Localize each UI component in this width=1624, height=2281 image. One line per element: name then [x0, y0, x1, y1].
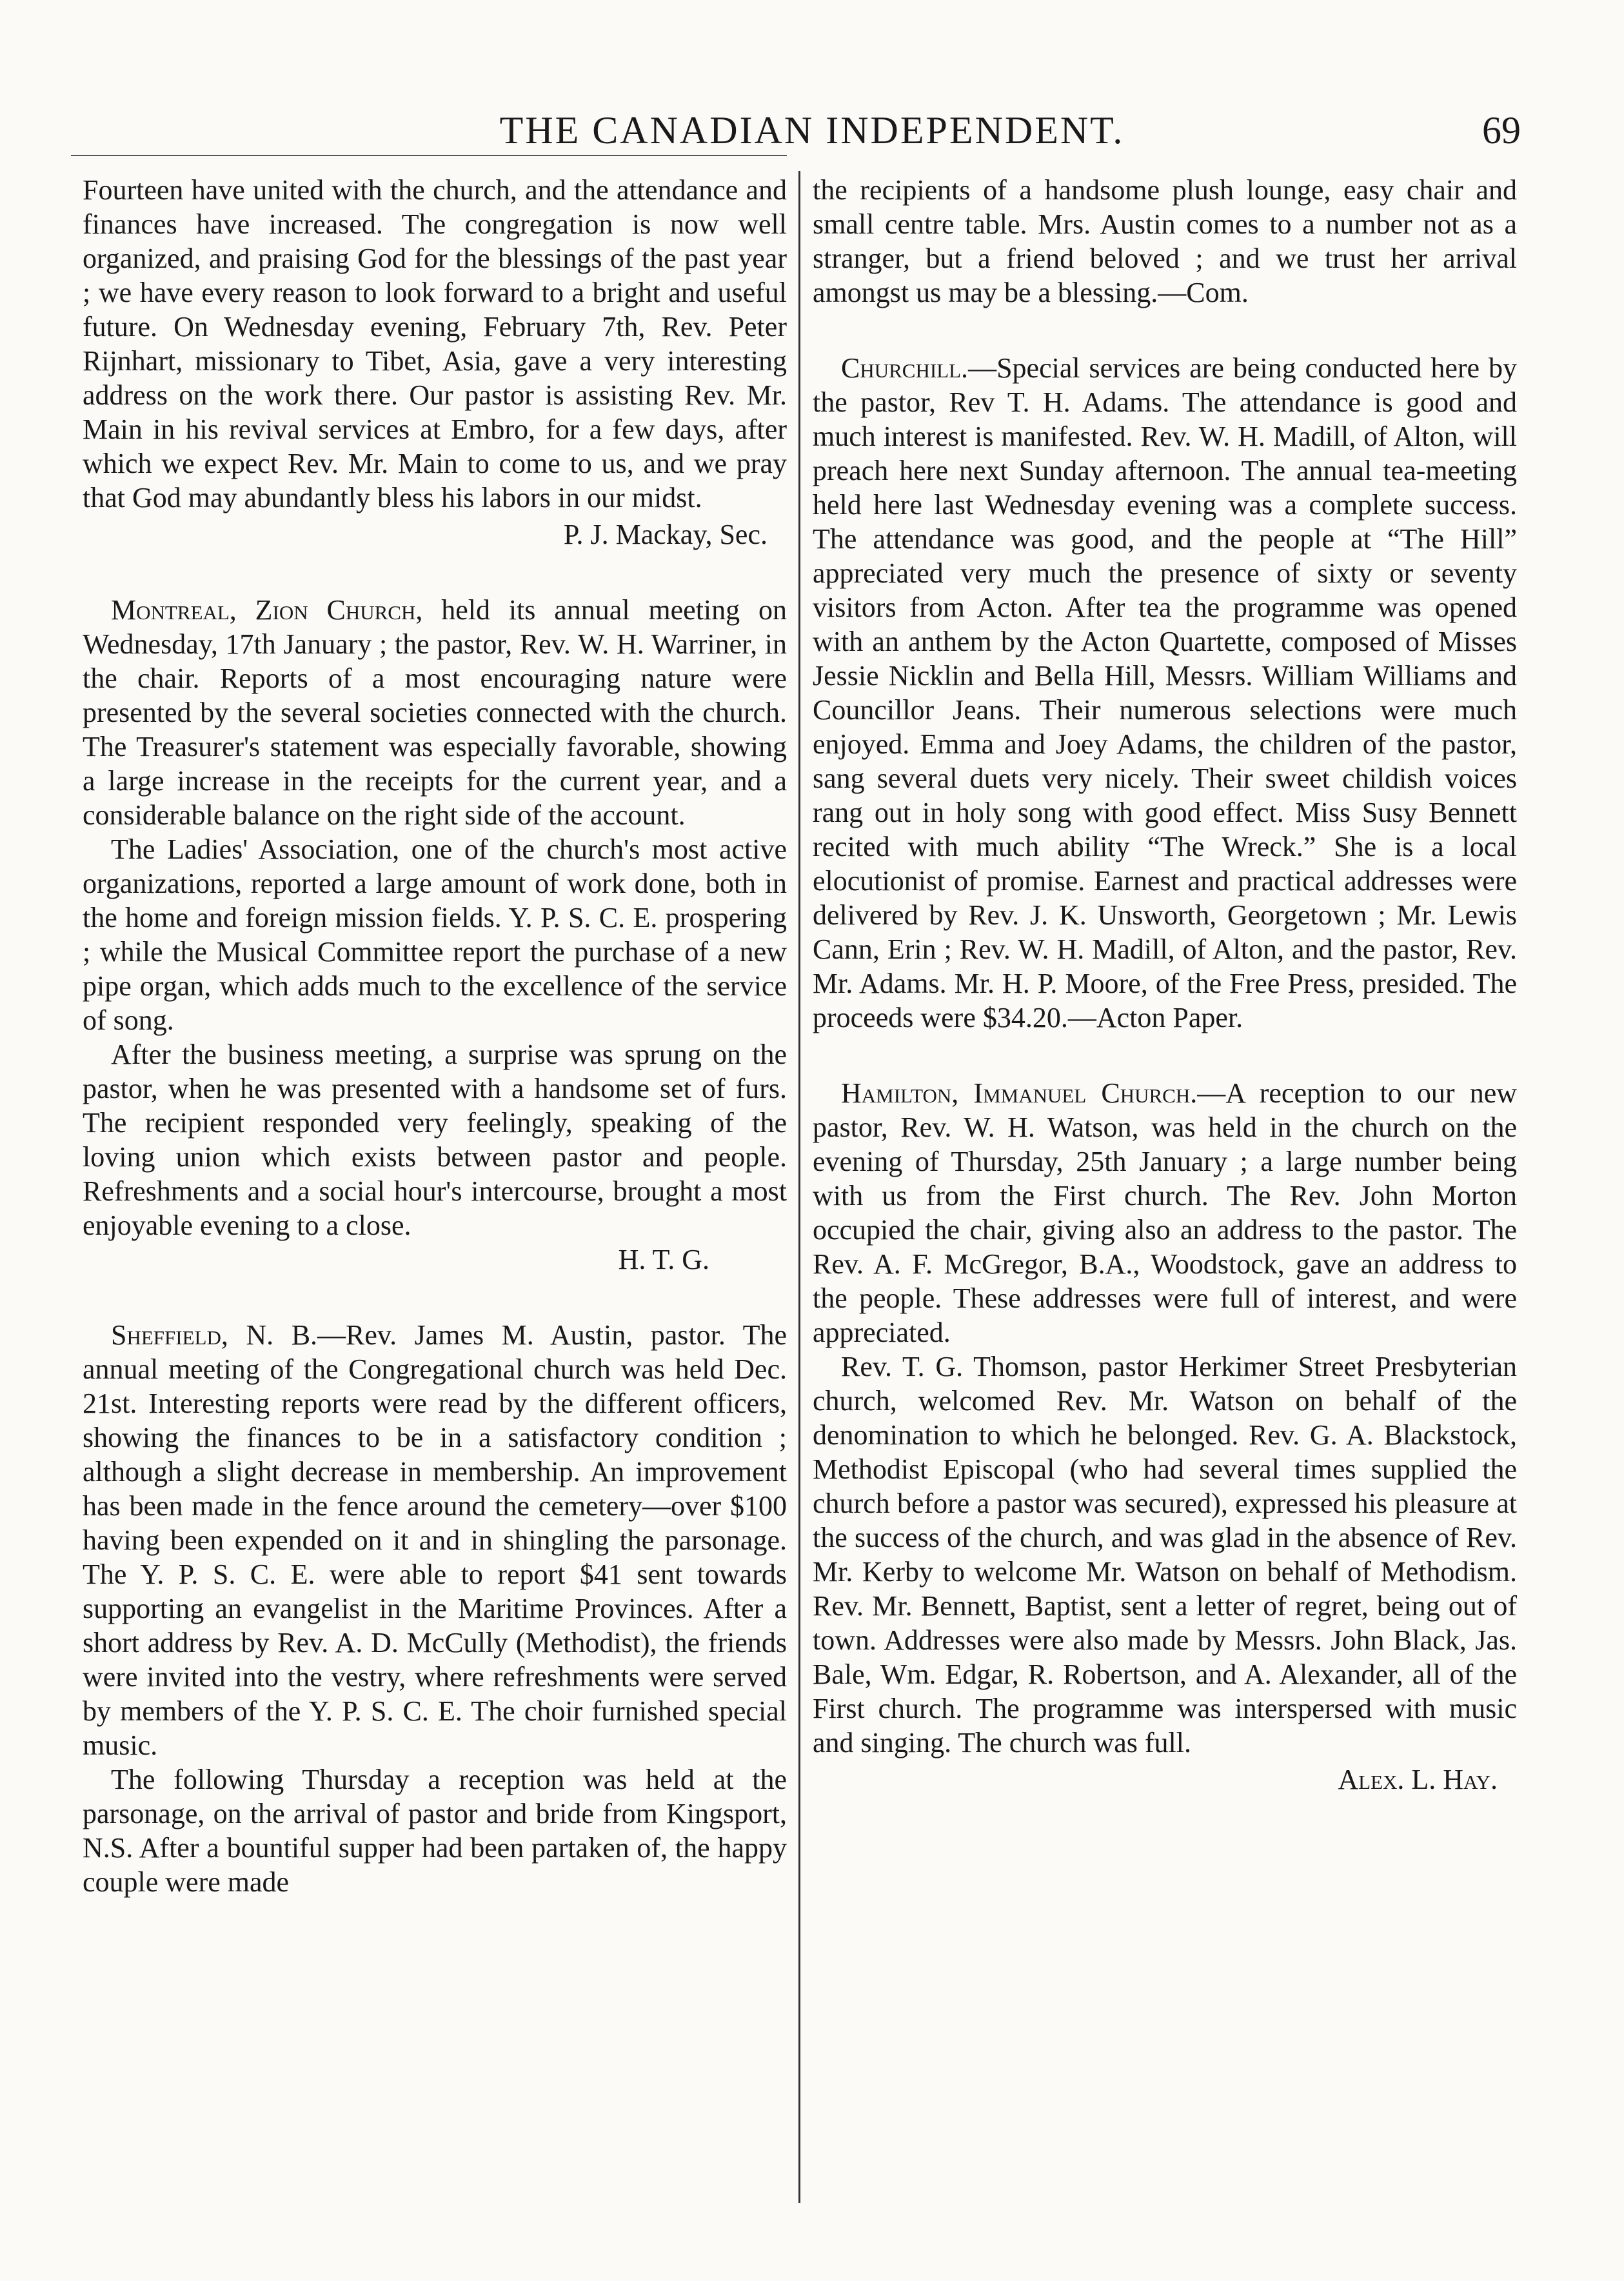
- montreal-heading: Montreal, Zion Church,: [111, 594, 423, 626]
- thomson-paragraph: Rev. T. G. Thomson, pastor Herkimer Street Presbyterian church, welcomed Rev. Mr. Watson on behalf of the denomination to which he belonged. Rev. G. A. Blackstock, Methodist Episcopal (who had several times supplied the church before a pastor was secured), expressed his pleasure at the success of the church, and was glad in the absence of Rev. Mr. Kerby to welcome Mr. Watson on behalf of Methodism. Rev. Mr. Bennett, Baptist, sent a letter of regret, being out of town. Addresses were also made by Messrs. John Black, Jas. Bale, Wm. Edgar, R. Robertson, and A. Alexander, all of the First church. The programme was interspersed with music and singing. The church was full.: [813, 1351, 1517, 1758]
- page-number: 69: [1482, 109, 1521, 152]
- running-title: THE CANADIAN INDEPENDENT.: [499, 109, 1125, 152]
- montreal-surprise-text: After the business meeting, a surprise was sprung on the pastor, when he was presented with a handsome set of furs. The recipient responded very feelingly, speaking of the loving union which exists between pastor and people. Refreshments and a social hour's intercourse, brought a most enjoyable evening to a close.: [83, 1039, 787, 1241]
- signature-htg: H. T. G.: [618, 1244, 709, 1275]
- sheffield-text: —Rev. James M. Austin, pastor. The annual meeting of the Congregational church was held Dec. 21st. Interesting reports were read by the different officers, showing the finances to be in a satisfactory condition ; although a slight decrease in membership. An improvement has been made in the fence around the cemetery—over $100 having been expended on it and in shingling the parsonage. The Y. P. S. C. E. were able to report $41 sent towards supporting an evangelist in the Maritime Provinces. After a short address by Rev. A. D. McCully (Methodist), the friends were invited into the vestry, where refreshments were served by members of the Y. P. S. C. E. The choir furnished special music.: [83, 1319, 787, 1761]
- paragraph-continued: Fourteen have united with the church, and the attendance and finances have increased. The congregation is now well organized, and praising God for the blessings of the past year ; we have every reason to look forward to a bright and useful future. On Wednesday evening, February 7th, Rev. Peter Rijnhart, missionary to Tibet, Asia, gave a very interesting address on the work there. Our pastor is assisting Rev. Mr. Main in his revival services at Embro, for a few days, after which we expect Rev. Mr. Main to come to us, and we pray that God may abundantly bless his labors in our midst.: [83, 174, 787, 513]
- churchill-text: —Special services are being conducted here by the pastor, Rev T. H. Adams. The attendance is good and much interest is manifested. Rev. W. H. Madill, of Alton, will preach here next Sunday afternoon. The annual tea-meeting held here last Wednesday evening was a complete success. The attendance was good, and the people at “The Hill” appreciated very much the presence of sixty or seventy visitors from Acton. After tea the programme was opened with an anthem by the Acton Quartette, composed of Misses Jessie Nicklin and Bella Hill, Messrs. William Williams and Councillor Jeans. Their numerous selections were much enjoyed. Emma and Joey Adams, the children of the pastor, sang several duets very nicely. Their sweet childish voices rang out in holy song with good effect. Miss Susy Bennett recited with much ability “The Wreck.” She is a local elocutionist of promise. Earnest and practical addresses were delivered by Rev. J. K. Unsworth, Georgetown ; Mr. Lewis Cann, Erin ; Rev. W. H. Madill, of Alton, and the pastor, Rev. Mr. Adams. Mr. H. P. Moore, of the Free Press, presided. The proceeds were $34.20.—Acton Paper.: [813, 352, 1517, 1033]
- churchill-paragraph: [813, 351, 1517, 1035]
- signature-mackay: P. J. Mackay, Sec.: [563, 519, 767, 550]
- hamilton-paragraph: [813, 1076, 1517, 1350]
- montreal-ladies-paragraph: The Ladies' Association, one of the church's most active organizations, reported a large amount of work done, both in the home and foreign mission fields. Y. P. S. C. E. prospering ; while the Musical Committee report the purchase of a new pipe organ, which adds much to the excellence of the service of song.: [83, 833, 787, 1036]
- sheffield-heading: Sheffield, N. B.: [111, 1319, 318, 1351]
- montreal-paragraph: [83, 593, 787, 832]
- signature-hay: Alex. L. Hay.: [1338, 1764, 1498, 1795]
- spacer: [83, 552, 787, 593]
- left-column: [83, 173, 787, 1899]
- hamilton-text: —A reception to our new pastor, Rev. W. H. Watson, was held in the church on the evening of Thursday, 25th January ; a large number being with us from the First church. The Rev. John Morton occupied the chair, giving also an address to the pastor. The Rev. A. F. McGregor, B.A., Woodstock, gave an address to the people. These addresses were full of interest, and were appreciated.: [813, 1077, 1518, 1348]
- spacer: [83, 1277, 787, 1318]
- churchill-heading: Churchill.: [841, 352, 969, 384]
- right-column: [813, 173, 1517, 1797]
- sheffield-reception-paragraph: The following Thursday a reception was held at the parsonage, on the arrival of pastor and bride from Kingsport, N.S. After a bountiful supper had been partaken of, the happy couple were made: [83, 1764, 787, 1898]
- header-rule: [71, 155, 787, 156]
- austin-continued-paragraph: the recipients of a handsome plush lounge, easy chair and small centre table. Mrs. Austin comes to a number not as a stranger, but a friend beloved ; and we trust her arrival amongst us may be a blessing.—Com.: [813, 174, 1517, 308]
- sheffield-paragraph: [83, 1318, 787, 1762]
- montreal-surprise-paragraph: [83, 1037, 787, 1242]
- montreal-text: held its annual meeting on Wednesday, 17th January ; the pastor, Rev. W. H. Warriner, in the chair. Reports of a most encouraging nature were presented by the several societies connected with the church. The Treasurer's statement was especially favorable, showing a large increase in the receipts for the current year, and a considerable balance on the right side of the account.: [83, 594, 787, 831]
- hamilton-heading: Hamilton, Immanuel Church.: [841, 1077, 1198, 1109]
- column-divider: [798, 171, 800, 2203]
- spacer: [813, 1035, 1517, 1076]
- spacer: [813, 310, 1517, 351]
